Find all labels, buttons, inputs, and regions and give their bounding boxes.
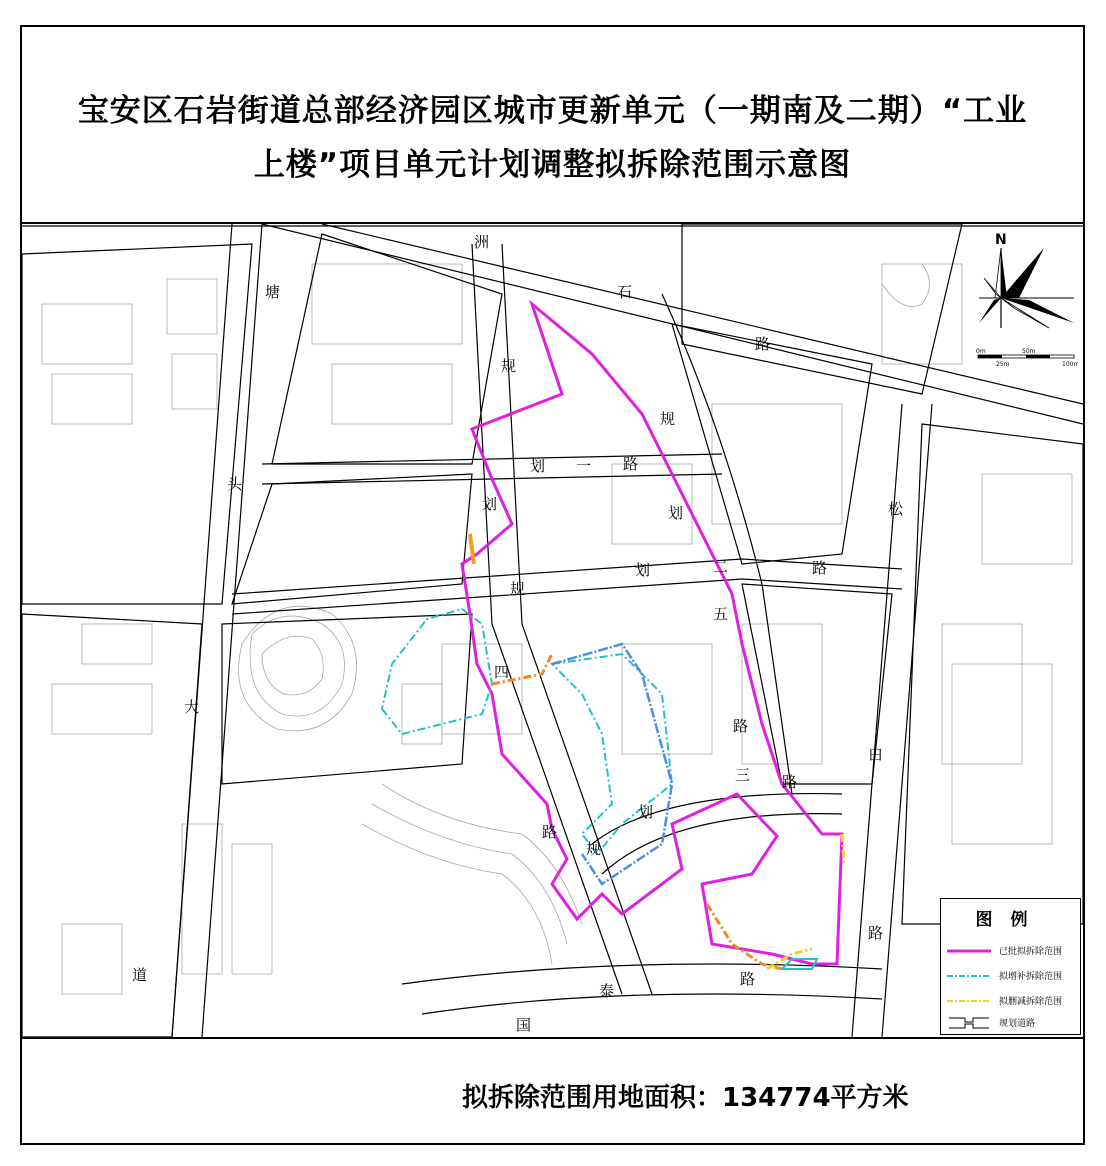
road-label: 路: [733, 717, 749, 735]
legend-item-removed: [941, 992, 1080, 1010]
contour-line: [250, 616, 345, 716]
road-label: 路: [623, 455, 639, 473]
road-label: 国: [516, 1016, 532, 1034]
road-edge: [502, 244, 652, 994]
road-label: 三: [735, 766, 751, 784]
road-edge: [262, 454, 722, 464]
approved-swatch-icon: [947, 944, 991, 958]
legend: [940, 898, 1081, 1035]
road-label: 大: [184, 698, 200, 716]
building-outline: [52, 684, 152, 734]
title-box: [22, 27, 1083, 224]
road-label: 头: [227, 475, 243, 493]
planned-road-swatch-icon: [947, 1016, 991, 1030]
scale-label: 25m: [996, 361, 1010, 368]
legend-title: 图例: [975, 910, 1046, 930]
road-edge: [232, 579, 902, 614]
block-outline: [222, 614, 472, 784]
road-label: 规: [510, 580, 526, 598]
building-outline: [952, 664, 1052, 844]
building-outline: [62, 924, 122, 994]
block-outline: [22, 614, 202, 1037]
building-outline: [712, 404, 842, 524]
map-title-line-2: 上楼”项目单元计划调整拟拆除范围示意图: [253, 147, 852, 183]
removed-demolition-boundary-2: [707, 904, 782, 969]
road-label: 塘: [265, 283, 281, 301]
road-label: 松: [888, 500, 904, 518]
road-label: 规: [501, 357, 517, 375]
road-label: 路: [812, 559, 828, 577]
road-label: 四: [494, 663, 510, 681]
legend-label: 规划道路: [999, 1019, 1036, 1029]
road-label: 路: [868, 924, 884, 942]
road-label: 一: [576, 457, 592, 475]
approved-demolition-boundary: [462, 304, 842, 964]
building-outline: [52, 374, 132, 424]
road-label: 路: [542, 823, 558, 841]
block-outline: [902, 424, 1083, 924]
block-outline: [272, 234, 502, 464]
road-label: 路: [782, 773, 798, 791]
map-area[interactable]: [22, 224, 1083, 1039]
road-edge: [602, 814, 842, 874]
contour-line: [239, 606, 357, 731]
road-label: 泰: [599, 982, 615, 1000]
basemap-layer: [42, 264, 1072, 994]
scale-label: 100m: [1062, 361, 1078, 368]
road-label: 划: [635, 561, 651, 579]
north-label: N: [995, 232, 1007, 248]
road-edge: [232, 559, 902, 594]
removed-demolition-boundary-3: [767, 834, 844, 969]
road-label: 规: [660, 410, 676, 428]
legend-item-approved: [941, 942, 1080, 960]
building-outline: [172, 354, 217, 409]
road-label: 道: [132, 966, 148, 984]
map-frame: [20, 25, 1085, 1145]
road-label: 规: [586, 840, 602, 858]
road-label: 白: [868, 745, 884, 763]
contour-line: [372, 804, 567, 944]
building-outline: [332, 364, 452, 424]
added-demolition-boundary: [382, 609, 492, 734]
compass-rose: [974, 228, 1078, 374]
compass-icon: [974, 228, 1078, 374]
road-label: 划: [482, 495, 498, 513]
building-outline: [402, 684, 442, 744]
road-edge: [322, 224, 1083, 404]
scale-label: 50m: [1022, 348, 1036, 355]
road-edge: [422, 994, 882, 1014]
legend-label: 拟增补拆除范围: [999, 972, 1063, 982]
scale-label: 0m: [976, 348, 986, 355]
building-outline: [942, 624, 1022, 764]
map-title-line-1: 宝安区石岩街道总部经济园区城市更新单元（一期南及二期）“工业: [77, 93, 1028, 129]
building-outline: [882, 264, 962, 364]
road-label: 路: [755, 335, 771, 353]
area-summary: 拟拆除范围用地面积：134774平方米: [462, 1083, 909, 1113]
road-label: 划: [668, 504, 684, 522]
block-outline: [232, 474, 472, 604]
road-label: 划: [530, 457, 546, 475]
road-label: 石: [617, 283, 633, 301]
map-canvas[interactable]: [22, 224, 1083, 1037]
blue-boundary-line: [552, 644, 672, 884]
building-outline: [167, 279, 217, 334]
building-outline: [232, 844, 272, 974]
legend-item-added: [941, 967, 1080, 985]
footer: [22, 1039, 1083, 1143]
road-label: 二: [713, 558, 729, 576]
building-outline: [42, 304, 132, 364]
legend-label: 拟删减拆除范围: [999, 997, 1063, 1007]
removed-swatch-icon: [947, 994, 991, 1008]
legend-label: 已批拟拆除范围: [999, 947, 1063, 957]
road-label: 五: [713, 605, 729, 623]
contour-line: [362, 824, 552, 964]
road-label-group: [132, 233, 904, 1034]
road-edge: [882, 404, 932, 1037]
building-outline: [982, 474, 1072, 564]
block-outline: [682, 224, 962, 394]
added-swatch-icon: [947, 969, 991, 983]
road-label: 划: [638, 803, 654, 821]
road-edge: [852, 404, 902, 1037]
building-outline: [312, 264, 462, 344]
building-outline: [82, 624, 152, 664]
legend-item-road: [941, 1014, 1080, 1032]
contour-line: [882, 264, 930, 307]
road-label: 洲: [474, 233, 490, 251]
road-layer: [22, 224, 1083, 1037]
contour-line: [262, 636, 323, 695]
road-label: 路: [740, 970, 756, 988]
